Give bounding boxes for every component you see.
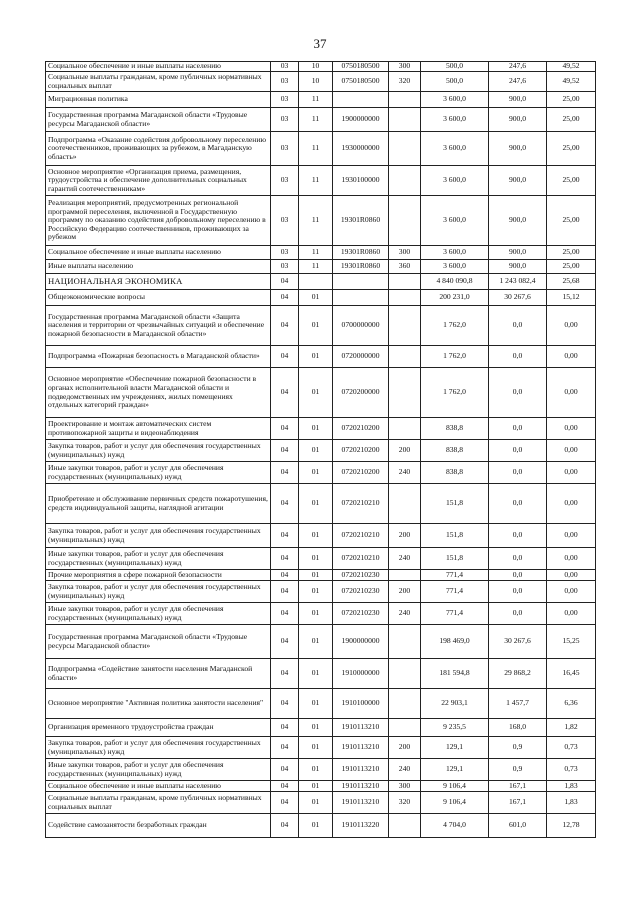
plan-value-cell: 1 762,0 <box>421 368 489 418</box>
subsection-code-cell: 01 <box>299 548 333 570</box>
fact-value-cell: 247,6 <box>489 72 547 92</box>
section-code-cell: 04 <box>271 484 299 524</box>
target-article-cell: 0720210200 <box>333 440 389 462</box>
expense-type-cell <box>389 274 421 290</box>
section-code-cell: 04 <box>271 440 299 462</box>
section-code-cell: 03 <box>271 72 299 92</box>
target-article-cell: 0720210230 <box>333 570 389 581</box>
row-name-cell: Подпрограмма «Пожарная безопасность в Магаданской области» <box>46 346 271 368</box>
fact-value-cell: 900,0 <box>489 246 547 260</box>
target-article-cell: 0720210210 <box>333 484 389 524</box>
percent-cell: 15,12 <box>547 290 596 306</box>
section-code-cell: 04 <box>271 306 299 346</box>
expense-type-cell <box>389 166 421 196</box>
section-code-cell: 04 <box>271 625 299 659</box>
percent-cell: 1,83 <box>547 792 596 814</box>
subsection-code-cell: 01 <box>299 570 333 581</box>
fact-value-cell: 0,0 <box>489 570 547 581</box>
target-article-cell <box>333 290 389 306</box>
plan-value-cell: 4 840 090,8 <box>421 274 489 290</box>
table-row <box>46 62 596 72</box>
table-row <box>46 759 596 781</box>
section-code-cell: 04 <box>271 781 299 792</box>
row-name-cell: Социальные выплаты гражданам, кроме публичных нормативных социальных выплат <box>46 792 271 814</box>
section-code-cell: 04 <box>271 570 299 581</box>
percent-cell: 0,00 <box>547 570 596 581</box>
fact-value-cell: 900,0 <box>489 260 547 274</box>
row-name-cell: Закупка товаров, работ и услуг для обеспечения государственных (муниципальных) нужд <box>46 581 271 603</box>
plan-value-cell: 9 106,4 <box>421 792 489 814</box>
expense-type-cell: 200 <box>389 524 421 548</box>
plan-value-cell: 3 600,0 <box>421 108 489 132</box>
table-row <box>46 659 596 689</box>
subsection-code-cell: 01 <box>299 440 333 462</box>
fact-value-cell: 0,9 <box>489 759 547 781</box>
fact-value-cell: 900,0 <box>489 108 547 132</box>
fact-value-cell: 1 457,7 <box>489 689 547 719</box>
plan-value-cell: 22 903,1 <box>421 689 489 719</box>
section-code-cell: 04 <box>271 274 299 290</box>
fact-value-cell: 0,0 <box>489 346 547 368</box>
percent-cell: 25,00 <box>547 196 596 246</box>
row-name-cell: Подпрограмма «Оказание содействия добровольному переселению соотечественников, проживающих за рубежом, в Магаданскую область» <box>46 132 271 166</box>
fact-value-cell: 0,0 <box>489 484 547 524</box>
table-row <box>46 737 596 759</box>
percent-cell: 49,52 <box>547 62 596 72</box>
expense-type-cell <box>389 196 421 246</box>
subsection-code-cell: 01 <box>299 814 333 838</box>
section-code-cell: 04 <box>271 290 299 306</box>
section-code-cell: 03 <box>271 166 299 196</box>
row-name-cell: Проектирование и монтаж автоматических систем противопожарной защиты и видеонаблюдения <box>46 418 271 440</box>
percent-cell: 0,00 <box>547 524 596 548</box>
percent-cell: 25,00 <box>547 92 596 108</box>
section-code-cell: 04 <box>271 548 299 570</box>
percent-cell: 0,00 <box>547 548 596 570</box>
row-name-cell: Государственная программа Магаданской области «Трудовые ресурсы Магаданской области» <box>46 625 271 659</box>
table-row <box>46 260 596 274</box>
subsection-code-cell: 01 <box>299 484 333 524</box>
target-article-cell: 0720210230 <box>333 581 389 603</box>
plan-value-cell: 151,8 <box>421 548 489 570</box>
expense-type-cell <box>389 306 421 346</box>
plan-value-cell: 1 762,0 <box>421 306 489 346</box>
plan-value-cell: 3 600,0 <box>421 246 489 260</box>
percent-cell: 25,00 <box>547 132 596 166</box>
expense-type-cell <box>389 659 421 689</box>
fact-value-cell: 0,0 <box>489 368 547 418</box>
table-row <box>46 603 596 625</box>
fact-value-cell: 0,0 <box>489 581 547 603</box>
section-code-cell: 03 <box>271 260 299 274</box>
expense-type-cell: 240 <box>389 462 421 484</box>
row-name-cell: Прочие мероприятия в сфере пожарной безопасности <box>46 570 271 581</box>
section-code-cell: 03 <box>271 92 299 108</box>
target-article-cell: 0720000000 <box>333 346 389 368</box>
section-code-cell: 04 <box>271 759 299 781</box>
subsection-code-cell: 11 <box>299 196 333 246</box>
fact-value-cell: 0,0 <box>489 462 547 484</box>
subsection-code-cell: 01 <box>299 759 333 781</box>
table-row <box>46 132 596 166</box>
section-code-cell: 04 <box>271 603 299 625</box>
budget-table <box>45 61 596 838</box>
row-name-cell: Иные закупки товаров, работ и услуг для обеспечения государственных (муниципальных) нужд <box>46 759 271 781</box>
fact-value-cell: 900,0 <box>489 196 547 246</box>
target-article-cell: 0700000000 <box>333 306 389 346</box>
table-row <box>46 792 596 814</box>
expense-type-cell <box>389 108 421 132</box>
percent-cell: 0,73 <box>547 759 596 781</box>
target-article-cell: 1930000000 <box>333 132 389 166</box>
fact-value-cell: 0,9 <box>489 737 547 759</box>
table-row <box>46 290 596 306</box>
row-name-cell: Государственная программа Магаданской области «Трудовые ресурсы Магаданской области» <box>46 108 271 132</box>
subsection-code-cell: 11 <box>299 92 333 108</box>
expense-type-cell <box>389 418 421 440</box>
target-article-cell: 1910113210 <box>333 737 389 759</box>
table-row <box>46 814 596 838</box>
table-row <box>46 418 596 440</box>
expense-type-cell <box>389 290 421 306</box>
expense-type-cell: 240 <box>389 548 421 570</box>
section-code-cell: 04 <box>271 689 299 719</box>
percent-cell: 25,00 <box>547 166 596 196</box>
plan-value-cell: 1 762,0 <box>421 346 489 368</box>
section-code-cell: 04 <box>271 792 299 814</box>
row-name-cell: Организация временного трудоустройства граждан <box>46 719 271 737</box>
plan-value-cell: 838,8 <box>421 462 489 484</box>
expense-type-cell <box>389 368 421 418</box>
subsection-code-cell: 01 <box>299 737 333 759</box>
expense-type-cell: 360 <box>389 260 421 274</box>
section-code-cell: 04 <box>271 581 299 603</box>
plan-value-cell: 3 600,0 <box>421 92 489 108</box>
table-row <box>46 306 596 346</box>
percent-cell: 16,45 <box>547 659 596 689</box>
plan-value-cell: 500,0 <box>421 62 489 72</box>
expense-type-cell: 320 <box>389 72 421 92</box>
percent-cell: 0,00 <box>547 603 596 625</box>
percent-cell: 0,73 <box>547 737 596 759</box>
target-article-cell: 19301R0860 <box>333 246 389 260</box>
row-name-cell: Закупка товаров, работ и услуг для обеспечения государственных (муниципальных) нужд <box>46 524 271 548</box>
fact-value-cell: 30 267,6 <box>489 290 547 306</box>
section-code-cell: 04 <box>271 462 299 484</box>
row-name-cell: Иные закупки товаров, работ и услуг для обеспечения государственных (муниципальных) нужд <box>46 462 271 484</box>
row-name-cell: Социальные выплаты гражданам, кроме публичных нормативных социальных выплат <box>46 72 271 92</box>
plan-value-cell: 3 600,0 <box>421 166 489 196</box>
fact-value-cell: 601,0 <box>489 814 547 838</box>
section-code-cell: 04 <box>271 719 299 737</box>
subsection-code-cell: 10 <box>299 72 333 92</box>
section-code-cell: 04 <box>271 659 299 689</box>
expense-type-cell <box>389 346 421 368</box>
table-row <box>46 346 596 368</box>
fact-value-cell: 900,0 <box>489 132 547 166</box>
percent-cell: 15,25 <box>547 625 596 659</box>
table-row <box>46 92 596 108</box>
table-row <box>46 625 596 659</box>
expense-type-cell <box>389 132 421 166</box>
fact-value-cell: 167,1 <box>489 781 547 792</box>
row-name-cell: Иные выплаты населению <box>46 260 271 274</box>
subsection-code-cell: 01 <box>299 659 333 689</box>
target-article-cell: 0750180500 <box>333 72 389 92</box>
target-article-cell <box>333 274 389 290</box>
subsection-code-cell: 11 <box>299 246 333 260</box>
table-row <box>46 274 596 290</box>
expense-type-cell: 240 <box>389 759 421 781</box>
section-code-cell: 04 <box>271 346 299 368</box>
table-row <box>46 689 596 719</box>
row-name-cell: Общеэкономические вопросы <box>46 290 271 306</box>
subsection-code-cell: 01 <box>299 306 333 346</box>
percent-cell: 0,00 <box>547 581 596 603</box>
row-name-cell: НАЦИОНАЛЬНАЯ ЭКОНОМИКА <box>46 274 271 290</box>
percent-cell: 0,00 <box>547 440 596 462</box>
target-article-cell: 1910100000 <box>333 689 389 719</box>
target-article-cell <box>333 92 389 108</box>
row-name-cell: Закупка товаров, работ и услуг для обеспечения государственных (муниципальных) нужд <box>46 737 271 759</box>
fact-value-cell: 29 868,2 <box>489 659 547 689</box>
table-row <box>46 196 596 246</box>
target-article-cell: 1910113210 <box>333 792 389 814</box>
table-row <box>46 166 596 196</box>
row-name-cell: Приобретение и обслуживание первичных средств пожаротушения, средств индивидуальной защиты, наглядной агитации <box>46 484 271 524</box>
fact-value-cell: 0,0 <box>489 418 547 440</box>
table-row <box>46 368 596 418</box>
subsection-code-cell: 11 <box>299 166 333 196</box>
row-name-cell: Иные закупки товаров, работ и услуг для обеспечения государственных (муниципальных) нужд <box>46 603 271 625</box>
percent-cell: 6,36 <box>547 689 596 719</box>
expense-type-cell <box>389 719 421 737</box>
row-name-cell: Иные закупки товаров, работ и услуг для обеспечения государственных (муниципальных) нужд <box>46 548 271 570</box>
subsection-code-cell: 11 <box>299 108 333 132</box>
plan-value-cell: 129,1 <box>421 759 489 781</box>
fact-value-cell: 247,6 <box>489 62 547 72</box>
table-row <box>46 581 596 603</box>
percent-cell: 25,00 <box>547 260 596 274</box>
subsection-code-cell: 01 <box>299 524 333 548</box>
subsection-code-cell: 01 <box>299 625 333 659</box>
row-name-cell: Социальное обеспечение и иные выплаты населению <box>46 246 271 260</box>
row-name-cell: Государственная программа Магаданской области «Защита населения и территории от чрезвычайных ситуаций и обеспечение пожарной безопасности в Магаданской области» <box>46 306 271 346</box>
plan-value-cell: 151,8 <box>421 484 489 524</box>
table-row <box>46 440 596 462</box>
subsection-code-cell: 01 <box>299 581 333 603</box>
row-name-cell: Содействие самозанятости безработных граждан <box>46 814 271 838</box>
page-number: 37 <box>313 36 327 51</box>
row-name-cell: Реализация мероприятий, предусмотренных региональной программой переселения, включенной в Государственную программу по оказанию содействия добровольному переселению в Российскую Федерацию соотечественников, проживающих за рубежом <box>46 196 271 246</box>
subsection-code-cell: 01 <box>299 719 333 737</box>
plan-value-cell: 4 704,0 <box>421 814 489 838</box>
table-row <box>46 462 596 484</box>
percent-cell: 25,68 <box>547 274 596 290</box>
plan-value-cell: 771,4 <box>421 603 489 625</box>
fact-value-cell: 167,1 <box>489 792 547 814</box>
expense-type-cell: 200 <box>389 440 421 462</box>
expense-type-cell: 300 <box>389 62 421 72</box>
expense-type-cell <box>389 689 421 719</box>
plan-value-cell: 181 594,8 <box>421 659 489 689</box>
table-row <box>46 484 596 524</box>
table-row <box>46 719 596 737</box>
section-code-cell: 03 <box>271 132 299 166</box>
subsection-code-cell: 11 <box>299 132 333 166</box>
subsection-code-cell: 01 <box>299 418 333 440</box>
row-name-cell: Основное мероприятие "Активная политика занятости населения" <box>46 689 271 719</box>
target-article-cell: 19301R0860 <box>333 196 389 246</box>
section-code-cell: 04 <box>271 368 299 418</box>
section-code-cell: 03 <box>271 62 299 72</box>
plan-value-cell: 9 235,5 <box>421 719 489 737</box>
target-article-cell: 0720210200 <box>333 418 389 440</box>
plan-value-cell: 838,8 <box>421 418 489 440</box>
row-name-cell: Социальное обеспечение и иные выплаты населению <box>46 781 271 792</box>
table-row <box>46 108 596 132</box>
section-code-cell: 04 <box>271 524 299 548</box>
percent-cell: 0,00 <box>547 418 596 440</box>
expense-type-cell <box>389 625 421 659</box>
fact-value-cell: 1 243 082,4 <box>489 274 547 290</box>
percent-cell: 1,82 <box>547 719 596 737</box>
plan-value-cell: 771,4 <box>421 581 489 603</box>
row-name-cell: Подпрограмма «Содействие занятости населения Магаданской области» <box>46 659 271 689</box>
fact-value-cell: 900,0 <box>489 92 547 108</box>
table-row <box>46 72 596 92</box>
target-article-cell: 1910113210 <box>333 781 389 792</box>
expense-type-cell <box>389 814 421 838</box>
target-article-cell: 1910113210 <box>333 719 389 737</box>
percent-cell: 49,52 <box>547 72 596 92</box>
percent-cell: 0,00 <box>547 484 596 524</box>
fact-value-cell: 0,0 <box>489 524 547 548</box>
fact-value-cell: 900,0 <box>489 166 547 196</box>
fact-value-cell: 0,0 <box>489 306 547 346</box>
target-article-cell: 1910000000 <box>333 659 389 689</box>
percent-cell: 0,00 <box>547 368 596 418</box>
section-code-cell: 03 <box>271 246 299 260</box>
plan-value-cell: 3 600,0 <box>421 196 489 246</box>
subsection-code-cell: 10 <box>299 62 333 72</box>
subsection-code-cell: 01 <box>299 689 333 719</box>
section-code-cell: 04 <box>271 814 299 838</box>
target-article-cell: 1900000000 <box>333 625 389 659</box>
percent-cell: 25,00 <box>547 246 596 260</box>
subsection-code-cell: 01 <box>299 603 333 625</box>
section-code-cell: 04 <box>271 418 299 440</box>
percent-cell: 12,78 <box>547 814 596 838</box>
row-name-cell: Закупка товаров, работ и услуг для обеспечения государственных (муниципальных) нужд <box>46 440 271 462</box>
expense-type-cell <box>389 92 421 108</box>
expense-type-cell <box>389 484 421 524</box>
subsection-code-cell: 01 <box>299 781 333 792</box>
target-article-cell: 0720210200 <box>333 462 389 484</box>
target-article-cell: 0720200000 <box>333 368 389 418</box>
subsection-code-cell: 01 <box>299 346 333 368</box>
section-code-cell: 04 <box>271 737 299 759</box>
table-row <box>46 570 596 581</box>
expense-type-cell: 200 <box>389 737 421 759</box>
plan-value-cell: 771,4 <box>421 570 489 581</box>
table-row <box>46 781 596 792</box>
fact-value-cell: 30 267,6 <box>489 625 547 659</box>
row-name-cell: Миграционная политика <box>46 92 271 108</box>
expense-type-cell: 300 <box>389 781 421 792</box>
fact-value-cell: 0,0 <box>489 440 547 462</box>
target-article-cell: 1900000000 <box>333 108 389 132</box>
subsection-code-cell: 01 <box>299 462 333 484</box>
table-row <box>46 524 596 548</box>
target-article-cell: 0750180500 <box>333 62 389 72</box>
plan-value-cell: 151,8 <box>421 524 489 548</box>
plan-value-cell: 3 600,0 <box>421 260 489 274</box>
target-article-cell: 0720210210 <box>333 548 389 570</box>
row-name-cell: Основное мероприятие «Обеспечение пожарной безопасности в органах исполнительной власти Магаданской области и подведомственных им учреждениях, жилых помещениях отдельных категорий граждан» <box>46 368 271 418</box>
subsection-code-cell <box>299 274 333 290</box>
fact-value-cell: 168,0 <box>489 719 547 737</box>
fact-value-cell: 0,0 <box>489 603 547 625</box>
plan-value-cell: 9 106,4 <box>421 781 489 792</box>
subsection-code-cell: 11 <box>299 260 333 274</box>
expense-type-cell: 300 <box>389 246 421 260</box>
plan-value-cell: 198 469,0 <box>421 625 489 659</box>
expense-type-cell <box>389 570 421 581</box>
target-article-cell: 0720210210 <box>333 524 389 548</box>
percent-cell: 1,83 <box>547 781 596 792</box>
expense-type-cell: 240 <box>389 603 421 625</box>
fact-value-cell: 0,0 <box>489 548 547 570</box>
row-name-cell: Социальное обеспечение и иные выплаты населению <box>46 62 271 72</box>
subsection-code-cell: 01 <box>299 792 333 814</box>
section-code-cell: 03 <box>271 108 299 132</box>
plan-value-cell: 838,8 <box>421 440 489 462</box>
expense-type-cell: 320 <box>389 792 421 814</box>
row-name-cell: Основное мероприятие «Организация приема, размещения, трудоустройства и обеспечение дополнительных социальных гарантий соотечественникам» <box>46 166 271 196</box>
plan-value-cell: 500,0 <box>421 72 489 92</box>
percent-cell: 0,00 <box>547 346 596 368</box>
percent-cell: 0,00 <box>547 462 596 484</box>
table-row <box>46 548 596 570</box>
target-article-cell: 1910113220 <box>333 814 389 838</box>
percent-cell: 0,00 <box>547 306 596 346</box>
table-row <box>46 246 596 260</box>
plan-value-cell: 200 231,0 <box>421 290 489 306</box>
target-article-cell: 1910113210 <box>333 759 389 781</box>
target-article-cell: 0720210230 <box>333 603 389 625</box>
plan-value-cell: 129,1 <box>421 737 489 759</box>
expense-type-cell: 200 <box>389 581 421 603</box>
target-article-cell: 1930100000 <box>333 166 389 196</box>
target-article-cell: 19301R0860 <box>333 260 389 274</box>
percent-cell: 25,00 <box>547 108 596 132</box>
subsection-code-cell: 01 <box>299 368 333 418</box>
plan-value-cell: 3 600,0 <box>421 132 489 166</box>
section-code-cell: 03 <box>271 196 299 246</box>
subsection-code-cell: 01 <box>299 290 333 306</box>
